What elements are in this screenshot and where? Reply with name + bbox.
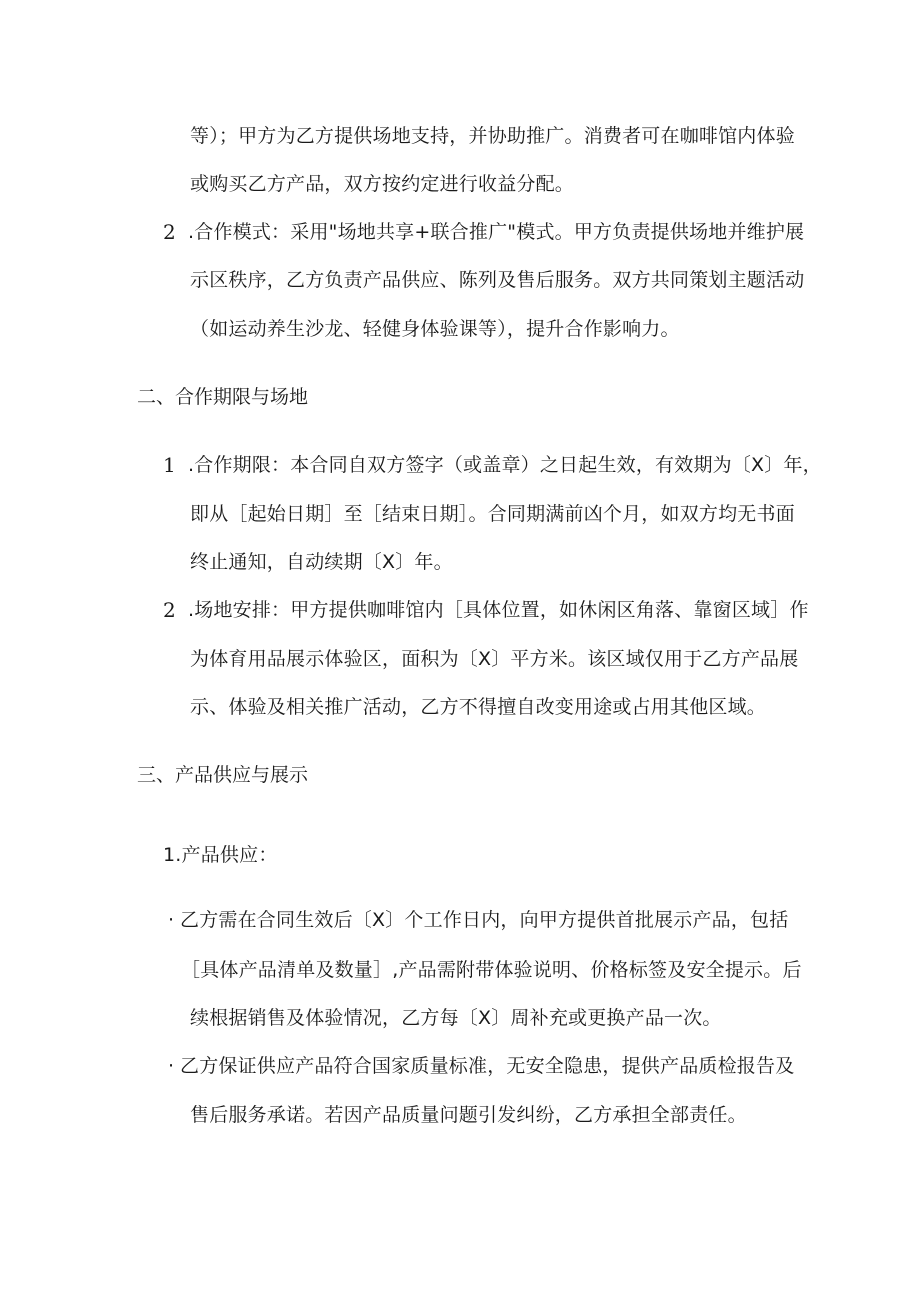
- venue-line-3: 示、体验及相关推广活动，乙方不得擅自改变用途或占用其他区域。: [190, 696, 767, 718]
- term-line-2: 即从［起始日期］至［结束日期］。合同期满前凶个月，如双方均无书面: [190, 503, 795, 525]
- supply-bullet-2-line-2: 售后服务承诺。若因产品质量问题引发纠纷，乙方承担全部责任。: [190, 1104, 747, 1126]
- subheading-product-supply: 1.产品供应：: [163, 844, 278, 866]
- section-heading-term-and-venue: 二、合作期限与场地: [137, 386, 309, 408]
- bullet-marker: ·: [168, 909, 175, 931]
- supply-bullet-1-line-1: 乙方需在合同生效后〔X〕个工作日内，向甲方提供首批展示产品，包括: [180, 909, 789, 931]
- item-number: 2: [163, 220, 176, 244]
- term-line-1: .合作期限：本合同自双方签字（或盖章）之日起生效，有效期为〔X〕年，: [188, 454, 822, 476]
- cooperation-mode-line-2: 示区秩序，乙方负责产品供应、陈列及售后服务。双方共同策划主题活动: [190, 269, 805, 291]
- cooperation-mode-line-1: .合作模式：采用"场地共享+联合推广"模式。甲方负责提供场地并维护展: [188, 221, 805, 243]
- item-number: 2: [163, 598, 176, 622]
- item-number: 1: [163, 453, 176, 477]
- supply-bullet-1-line-2: ［具体产品清单及数量］,产品需附带体验说明、价格标签及安全提示。后: [181, 959, 802, 981]
- venue-line-2: 为体育用品展示体验区，面积为〔X〕平方米。该区域仅用于乙方产品展: [190, 648, 799, 670]
- venue-line-1: .场地安排：甲方提供咖啡馆内［具体位置，如休闲区角落、靠窗区域］作: [188, 599, 809, 621]
- intro-line-1: 等）；甲方为乙方提供场地支持，并协助推广。消费者可在咖啡馆内体验: [190, 125, 795, 147]
- supply-bullet-2-line-1: 乙方保证供应产品符合国家质量标准，无安全隐患，提供产品质检报告及: [180, 1055, 795, 1077]
- bullet-marker: ·: [168, 1055, 175, 1077]
- intro-line-2: 或购买乙方产品，双方按约定进行收益分配。: [190, 173, 575, 195]
- cooperation-mode-line-3: （如运动养生沙龙、轻健身体验课等），提升合作影响力。: [190, 318, 680, 340]
- term-line-3: 终止通知，自动续期〔X〕年。: [190, 551, 453, 573]
- supply-bullet-1-line-3: 续根据销售及体验情况，乙方每〔X〕周补充或更换产品一次。: [190, 1007, 722, 1029]
- section-heading-product-supply: 三、产品供应与展示: [137, 764, 309, 786]
